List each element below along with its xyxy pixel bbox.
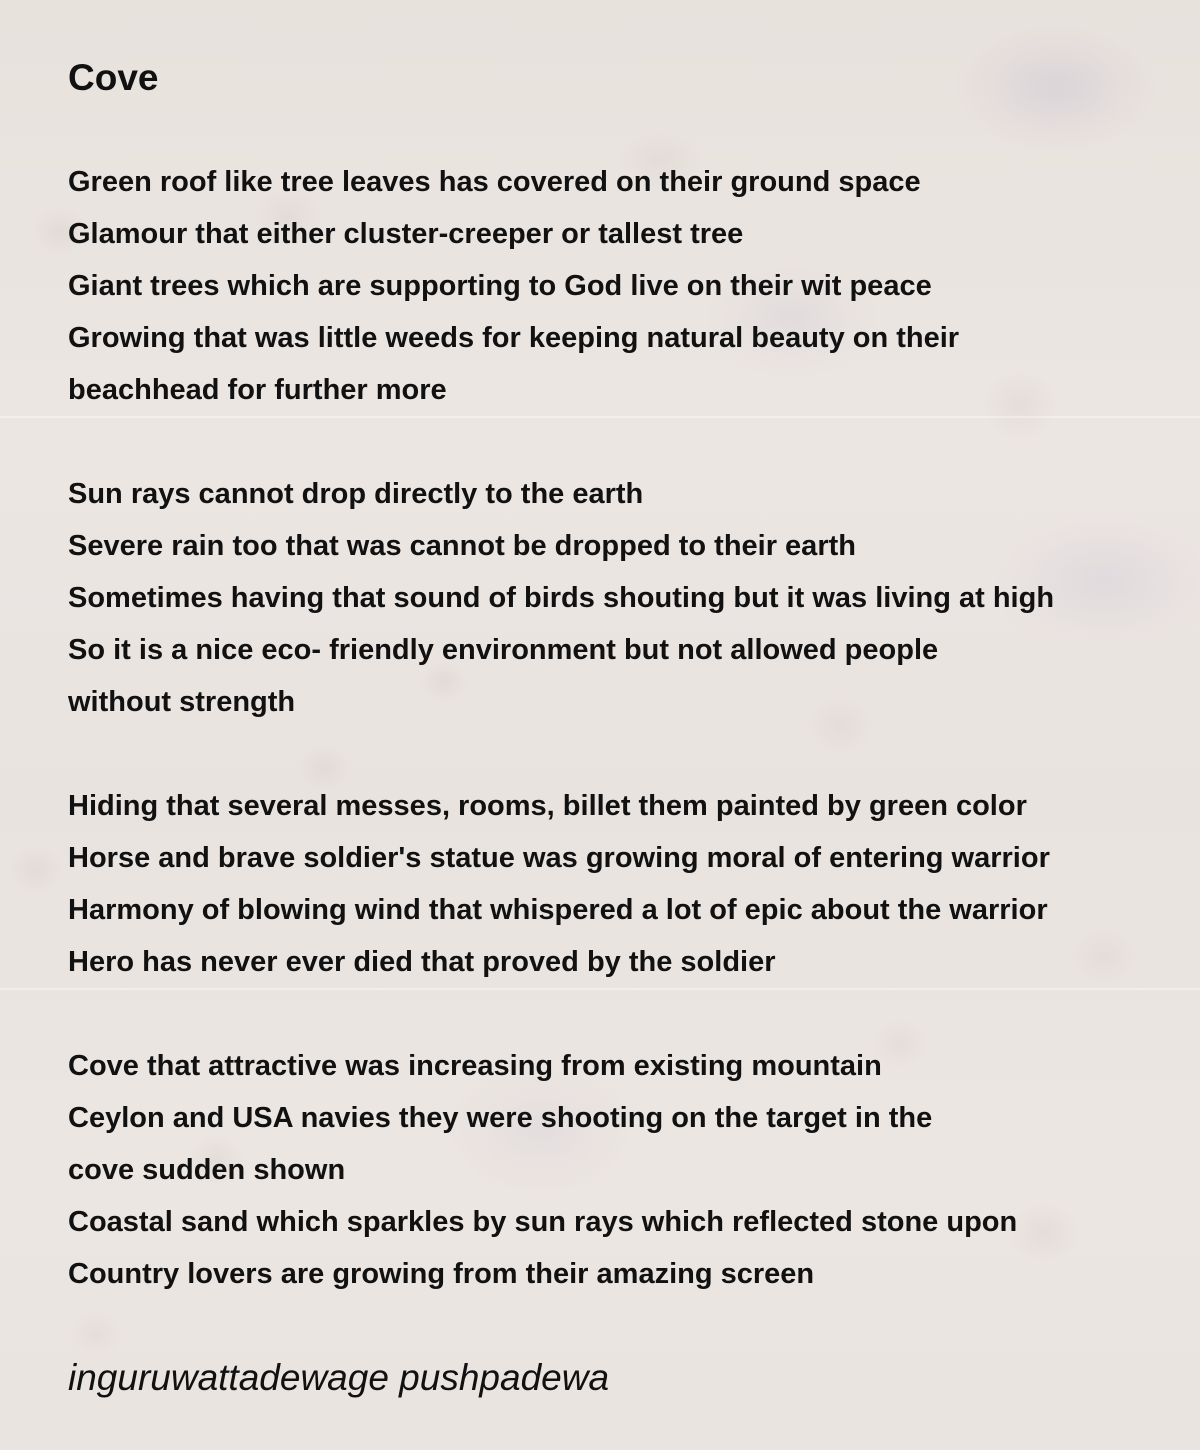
stanza-4 [68,1040,1193,1300]
poem-line: Green roof like tree leaves has covered on their ground space [68,166,921,198]
poem-line: So it is a nice eco- friendly environment but not allowed people [68,634,939,666]
poem-line: without strength [68,686,296,718]
poem-line: Horse and brave soldier's statue was growing moral of entering warrior [68,842,1050,874]
poem-line: Sometimes having that sound of birds shouting but it was living at high [68,582,1055,614]
poem-line: Country lovers are growing from their amazing screen [68,1258,815,1290]
poem-line: Growing that was little weeds for keeping natural beauty on their [68,322,960,354]
poem-line: Coastal sand which sparkles by sun rays which reflected stone upon [68,1206,1018,1238]
poem-line: Hero has never ever died that proved by the soldier [68,946,776,978]
poem-author: inguruwattadewage pushpadewa [68,1357,610,1398]
poem-line: beachhead for further more [68,374,447,406]
poem-line: Giant trees which are supporting to God live on their wit peace [68,270,932,302]
stanza-1 [68,156,1193,416]
poem [68,52,1193,1404]
poem-line: Ceylon and USA navies they were shooting on the target in the [68,1102,933,1134]
poem-line: Harmony of blowing wind that whispered a lot of epic about the warrior [68,894,1048,926]
poem-line: Sun rays cannot drop directly to the earth [68,478,644,510]
poem-line: Severe rain too that was cannot be dropped to their earth [68,530,856,562]
poem-line: Hiding that several messes, rooms, billet them painted by green color [68,790,1027,822]
poem-body [68,156,1193,1300]
poem-line: cove sudden shown [68,1154,346,1186]
poem-title: Cove [68,57,159,98]
poem-line: Glamour that either cluster-creeper or tallest tree [68,218,744,250]
stanza-3 [68,780,1193,988]
stanza-2 [68,468,1193,728]
poem-line: Cove that attractive was increasing from existing mountain [68,1050,882,1082]
